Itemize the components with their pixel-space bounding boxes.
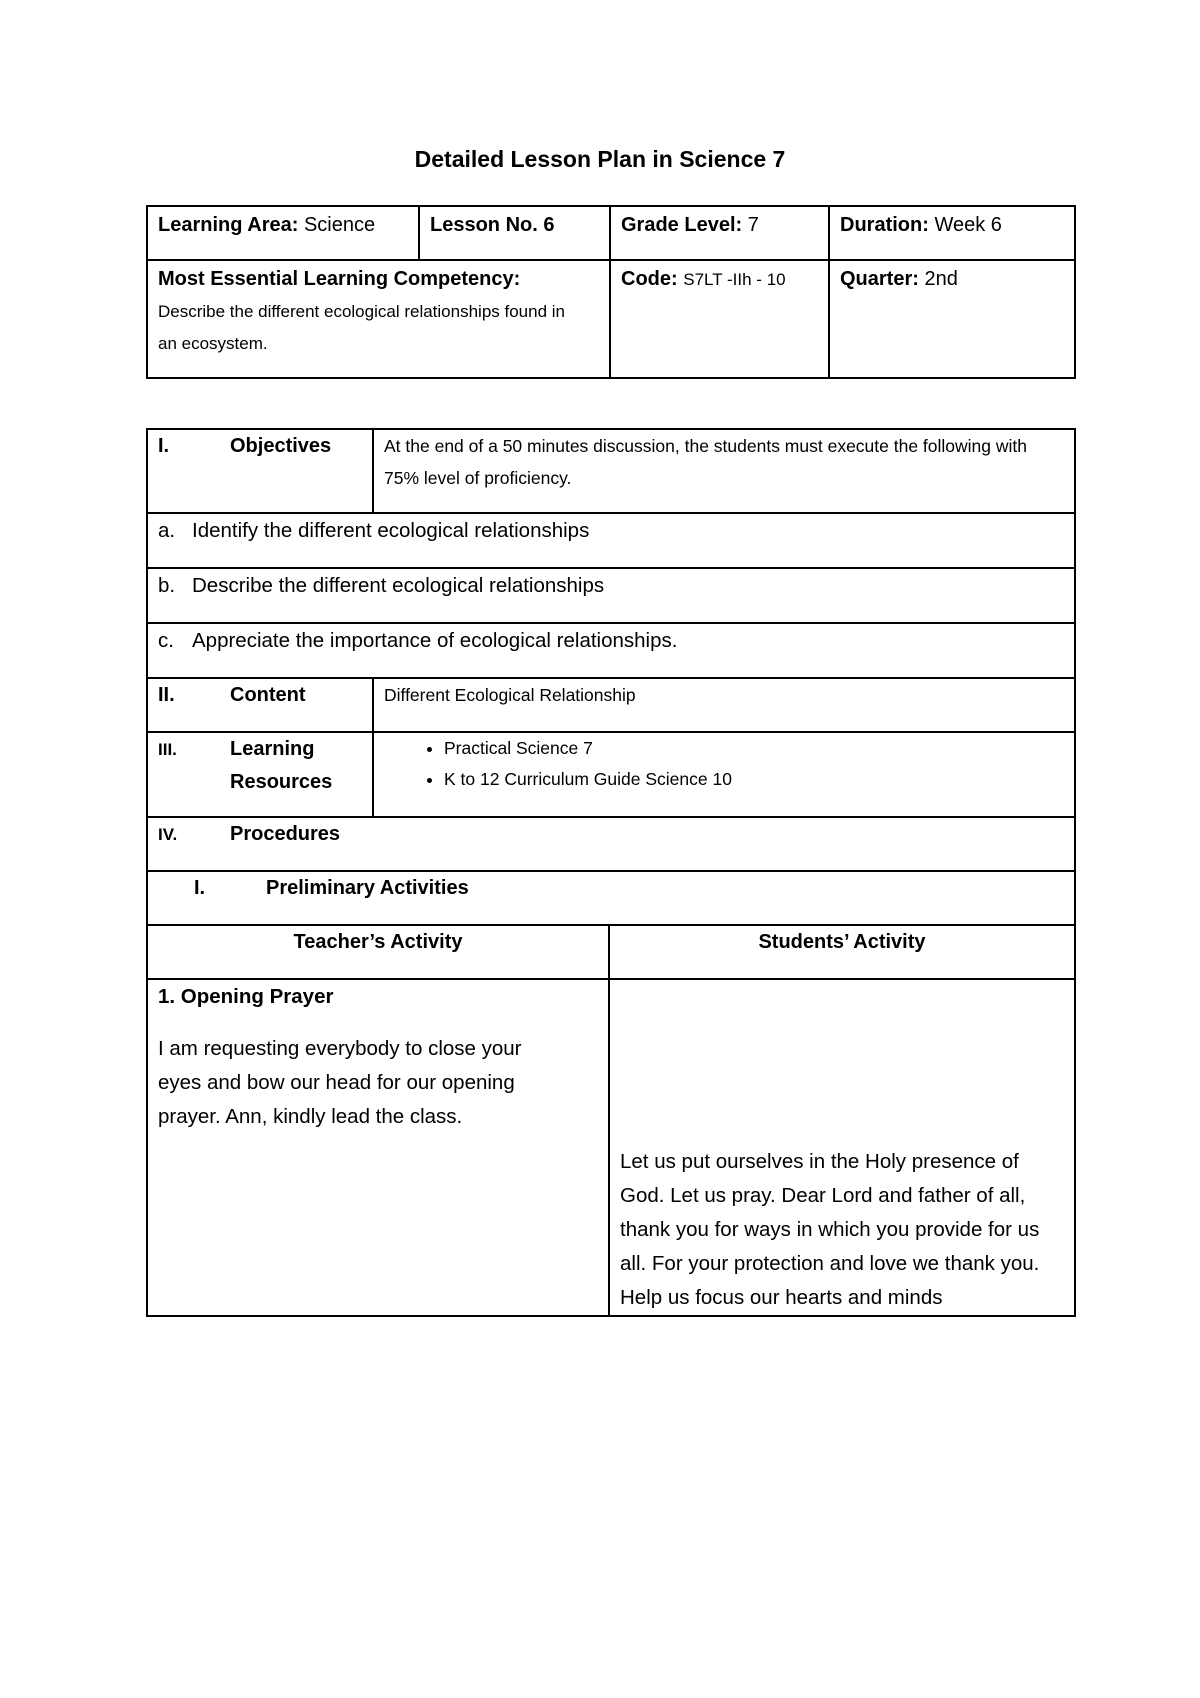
preliminary-label: Preliminary Activities	[266, 877, 469, 899]
grade-level-cell	[610, 206, 829, 260]
teacher-activity-text: I am requesting everybody to close your eyes and bow our head for our opening prayer. Ann, kindly lead the class.	[158, 1037, 522, 1128]
resources-label-line1: Learning	[230, 738, 315, 760]
procedures-label: Procedures	[230, 823, 341, 845]
teacher-activity-cell	[147, 979, 609, 1316]
learning-area-value: Science	[303, 214, 376, 236]
teacher-activity-heading: 1. Opening Prayer	[158, 985, 334, 1008]
melc-label: Most Essential Learning Competency:	[158, 268, 521, 290]
lesson-header-table	[146, 205, 1076, 379]
duration-label: Duration:	[840, 214, 929, 236]
grade-level-label: Grade Level:	[621, 214, 743, 236]
lesson-no-cell	[419, 206, 610, 260]
students-activity-header: Students’ Activity	[609, 925, 1075, 979]
content-text: Different Ecological Relationship	[373, 678, 1075, 732]
objectives-text: At the end of a 50 minutes discussion, the students must execute the following with 75% level of proficiency.	[373, 429, 1075, 513]
objective-letter: b.	[158, 574, 176, 597]
objective-text: Describe the different ecological relationships	[192, 574, 605, 597]
objective-text: Appreciate the importance of ecological relationships.	[192, 629, 678, 652]
preliminary-row	[147, 871, 1075, 925]
resource-item: • Practical Science 7	[444, 733, 1064, 764]
objectives-label: Objectives	[230, 435, 332, 457]
procedures-number: IV.	[158, 825, 178, 844]
resources-label-line2: Resources	[230, 771, 333, 793]
learning-area-label: Learning Area:	[158, 214, 299, 236]
code-cell	[610, 260, 829, 378]
students-activity-text: Let us put ourselves in the Holy presence of God. Let us pray. Dear Lord and father of all, thank you for ways in which you provide for us all. For your protection and love we thank you. Help us focus our hearts and minds	[620, 1150, 1040, 1309]
objectives-number: I.	[158, 435, 170, 457]
content-label: Content	[230, 684, 306, 706]
procedures-row	[147, 817, 1075, 871]
objective-letter: a.	[158, 519, 176, 542]
learning-area-cell	[147, 206, 419, 260]
quarter-cell	[829, 260, 1075, 378]
objective-letter: c.	[158, 629, 174, 652]
content-label-cell	[147, 678, 373, 732]
objectives-label-cell	[147, 429, 373, 513]
duration-cell	[829, 206, 1075, 260]
resource-item: • K to 12 Curriculum Guide Science 10	[444, 764, 1064, 795]
melc-value: Describe the different ecological relationships found in an ecosystem.	[158, 302, 565, 353]
students-activity-cell	[609, 979, 1075, 1316]
preliminary-number: I.	[194, 877, 206, 899]
objective-item-c	[147, 623, 1075, 678]
objective-item-a	[147, 513, 1075, 568]
quarter-value: 2nd	[924, 268, 958, 290]
resources-list-cell	[373, 732, 1075, 817]
resources-list	[384, 733, 1064, 795]
grade-level-value: 7	[747, 214, 759, 236]
melc-cell	[147, 260, 610, 378]
lesson-no: Lesson No. 6	[430, 214, 555, 236]
lesson-body-table	[146, 428, 1076, 1317]
page-title: Detailed Lesson Plan in Science 7	[414, 146, 786, 172]
resources-number: III.	[158, 740, 177, 759]
teacher-activity-header: Teacher’s Activity	[147, 925, 609, 979]
resources-label-cell	[147, 732, 373, 817]
quarter-label: Quarter:	[840, 268, 919, 290]
content-number: II.	[158, 684, 175, 706]
code-value: S7LT -IIh - 10	[683, 270, 786, 289]
duration-value: Week 6	[934, 214, 1002, 236]
objective-text: Identify the different ecological relationships	[192, 519, 590, 542]
code-label: Code:	[621, 268, 678, 290]
objective-item-b	[147, 568, 1075, 623]
